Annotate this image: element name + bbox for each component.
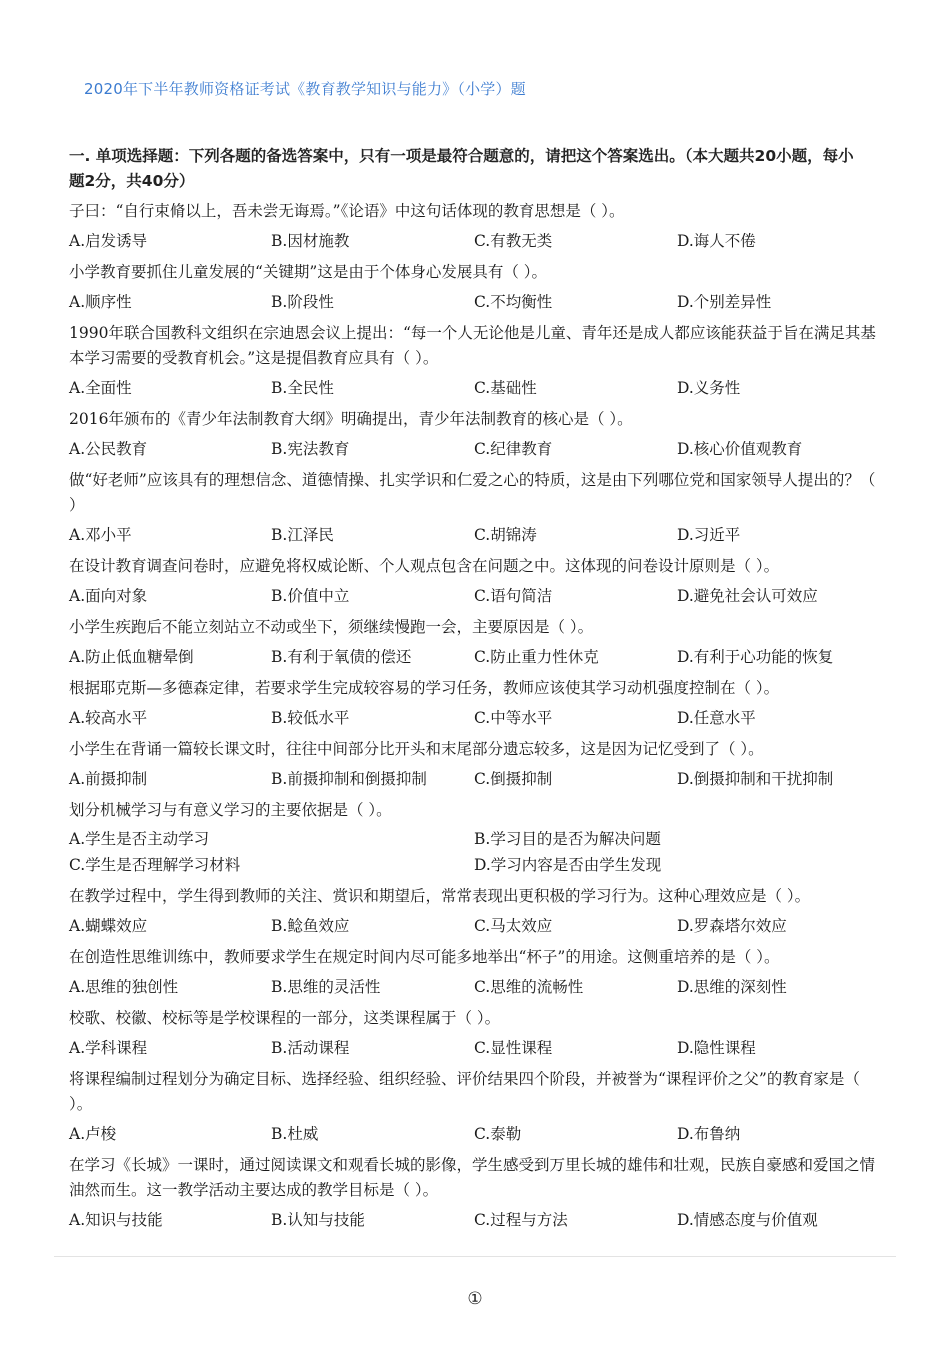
question-stem bbox=[0, 554, 881, 579]
option-d: D.思维的深刻性 bbox=[677, 978, 787, 996]
option-c: C.泰勒 bbox=[474, 1125, 522, 1143]
question-text: 子曰：“自行束脩以上，吾未尝无诲焉。”《论语》中这句话体现的教育思想是（ ）。 bbox=[69, 202, 625, 220]
option-d: D.个别差异性 bbox=[677, 293, 772, 311]
option-c: C.有教无类 bbox=[474, 232, 553, 250]
question-stem bbox=[0, 676, 881, 701]
option-a: A.蝴蝶效应 bbox=[69, 917, 148, 935]
option-d: D.义务性 bbox=[677, 379, 741, 397]
option-a: A.前摄抑制 bbox=[69, 770, 148, 788]
option-d: D.有利于心功能的恢复 bbox=[677, 648, 834, 666]
question-stem bbox=[0, 884, 881, 909]
option-c: C.马太效应 bbox=[474, 917, 553, 935]
question-text: 小学生在背诵一篇较长课文时，往往中间部分比开头和末尾部分遗忘较多，这是因为记忆受到了（ ）。 bbox=[69, 740, 764, 758]
option-c: C.胡锦涛 bbox=[474, 526, 537, 544]
question-item bbox=[0, 554, 950, 609]
option-d: D.布鲁纳 bbox=[677, 1125, 741, 1143]
question-item bbox=[0, 945, 950, 1000]
question-stem bbox=[0, 1006, 881, 1031]
question-item bbox=[0, 615, 950, 670]
option-a: A.学生是否主动学习 bbox=[69, 830, 210, 848]
answer-options bbox=[0, 645, 950, 670]
option-a: A.邓小平 bbox=[69, 526, 132, 544]
answer-options bbox=[0, 584, 950, 609]
question-item bbox=[0, 407, 950, 462]
answer-options bbox=[0, 767, 950, 792]
option-b: B.杜威 bbox=[271, 1125, 319, 1143]
option-a: A.全面性 bbox=[69, 379, 132, 397]
answer-options bbox=[0, 376, 950, 401]
question-text: 做“好老师”应该具有的理想信念、道德情操、扎实学识和仁爱之心的特质，这是由下列哪位党和国家领导人提出的？（ ） bbox=[69, 471, 876, 514]
answer-options bbox=[0, 975, 950, 1000]
question-text: 在创造性思维训练中，教师要求学生在规定时间内尽可能多地举出“杯子”的用途。这侧重培养的是（ ）。 bbox=[69, 948, 780, 966]
option-d: D.倒摄抑制和干扰抑制 bbox=[677, 770, 834, 788]
answer-options bbox=[0, 290, 950, 315]
question-text: 1990年联合国教科文组织在宗迪恩会议上提出：“每一个人无论他是儿童、青年还是成人都应该能获益于旨在满足其基本学习需要的受教育机会。”这是提倡教育应具有（ ）。 bbox=[69, 324, 876, 367]
question-stem bbox=[0, 945, 881, 970]
option-b: B.全民性 bbox=[271, 379, 334, 397]
option-c: C.过程与方法 bbox=[474, 1211, 568, 1229]
option-c: C.显性课程 bbox=[474, 1039, 553, 1057]
option-b: B.认知与技能 bbox=[271, 1211, 365, 1229]
question-item bbox=[0, 1006, 950, 1061]
answer-options bbox=[0, 914, 950, 939]
option-c: C.不均衡性 bbox=[474, 293, 553, 311]
question-text: 划分机械学习与有意义学习的主要依据是（ ）。 bbox=[69, 801, 392, 819]
option-a: A.知识与技能 bbox=[69, 1211, 163, 1229]
option-b: B.鲶鱼效应 bbox=[271, 917, 350, 935]
question-stem bbox=[0, 199, 881, 224]
option-b: B.活动课程 bbox=[271, 1039, 350, 1057]
question-item bbox=[0, 260, 950, 315]
option-d: D.情感态度与价值观 bbox=[677, 1211, 818, 1229]
option-b: B.有利于氧债的偿还 bbox=[271, 648, 412, 666]
answer-options bbox=[0, 523, 950, 548]
answer-options bbox=[0, 437, 950, 462]
question-text: 在设计教育调查问卷时，应避免将权威论断、个人观点包含在问题之中。这体现的问卷设计原则是（ ）。 bbox=[69, 557, 780, 575]
option-b: B.宪法教育 bbox=[271, 440, 350, 458]
question-item bbox=[0, 676, 950, 731]
option-a: A.启发诱导 bbox=[69, 232, 148, 250]
option-d: D.避免社会认可效应 bbox=[677, 587, 818, 605]
option-a: A.较高水平 bbox=[69, 709, 148, 727]
question-text: 校歌、校徽、校标等是学校课程的一部分，这类课程属于（ ）。 bbox=[69, 1009, 501, 1027]
answer-options bbox=[0, 1036, 950, 1061]
option-a: A.学科课程 bbox=[69, 1039, 148, 1057]
question-text: 在教学过程中，学生得到教师的关注、赏识和期望后，常常表现出更积极的学习行为。这种心理效应是（ ）。 bbox=[69, 887, 811, 905]
page-number: ① bbox=[467, 1289, 483, 1309]
question-item bbox=[0, 468, 950, 548]
option-d: D.学习内容是否由学生发现 bbox=[474, 856, 662, 874]
question-stem bbox=[0, 260, 881, 285]
option-a: A.卢梭 bbox=[69, 1125, 117, 1143]
option-c: C.学生是否理解学习材料 bbox=[69, 856, 241, 874]
question-stem bbox=[0, 468, 881, 518]
option-d: D.习近平 bbox=[677, 526, 741, 544]
option-b: B.较低水平 bbox=[271, 709, 350, 727]
answer-options bbox=[0, 1122, 950, 1147]
option-b: B.前摄抑制和倒摄抑制 bbox=[271, 770, 427, 788]
answer-options bbox=[0, 826, 950, 878]
option-c: C.中等水平 bbox=[474, 709, 553, 727]
question-item bbox=[0, 884, 950, 939]
option-c: C.思维的流畅性 bbox=[474, 978, 584, 996]
answer-options bbox=[0, 229, 950, 254]
option-b: B.因材施教 bbox=[271, 232, 350, 250]
option-a: A.思维的独创性 bbox=[69, 978, 179, 996]
option-c: C.基础性 bbox=[474, 379, 537, 397]
question-item bbox=[0, 798, 950, 878]
option-d: D.诲人不倦 bbox=[677, 232, 756, 250]
option-b: B.阶段性 bbox=[271, 293, 334, 311]
option-d: D.核心价值观教育 bbox=[677, 440, 803, 458]
option-c: C.纪律教育 bbox=[474, 440, 553, 458]
question-stem bbox=[0, 321, 881, 371]
question-stem bbox=[0, 407, 881, 432]
question-text: 将课程编制过程划分为确定目标、选择经验、组织经验、评价结果四个阶段，并被誉为“课程评价之父”的教育家是（ ）。 bbox=[69, 1070, 860, 1113]
question-item bbox=[0, 199, 950, 254]
question-text: 在学习《长城》一课时，通过阅读课文和观看长城的影像，学生感受到万里长城的雄伟和壮观，民族自豪感和爱国之情油然而生。这一教学活动主要达成的教学目标是（ ）。 bbox=[69, 1156, 876, 1199]
option-a: A.防止低血糖晕倒 bbox=[69, 648, 194, 666]
footer-divider bbox=[54, 1256, 896, 1257]
exam-title: 2020年下半年教师资格证考试《教育教学知识与能力》（小学）题 bbox=[84, 80, 526, 98]
option-d: D.罗森塔尔效应 bbox=[677, 917, 787, 935]
question-stem bbox=[0, 615, 881, 640]
question-text: 2016年颁布的《青少年法制教育大纲》明确提出，青少年法制教育的核心是（ ）。 bbox=[69, 410, 633, 428]
option-b: B.价值中立 bbox=[271, 587, 350, 605]
option-b: B.学习目的是否为解决问题 bbox=[474, 830, 661, 848]
question-stem bbox=[0, 1067, 881, 1117]
option-c: C.防止重力性休克 bbox=[474, 648, 599, 666]
option-d: D.隐性课程 bbox=[677, 1039, 756, 1057]
option-b: B.江泽民 bbox=[271, 526, 334, 544]
question-text: 小学教育要抓住儿童发展的“关键期”这是由于个体身心发展具有（ ）。 bbox=[69, 263, 548, 281]
answer-options bbox=[0, 1208, 950, 1233]
section-heading: 一. 单项选择题：下列各题的备选答案中，只有一项是最符合题意的，请把这个答案选出。（本大题共20小题，每小题2分，共40分） bbox=[69, 147, 854, 190]
question-text: 根据耶克斯—多德森定律，若要求学生完成较容易的学习任务，教师应该使其学习动机强度控制在（ ）。 bbox=[69, 679, 780, 697]
question-item bbox=[0, 321, 950, 401]
option-d: D.任意水平 bbox=[677, 709, 756, 727]
option-a: A.公民教育 bbox=[69, 440, 148, 458]
question-item bbox=[0, 1067, 950, 1147]
question-stem bbox=[0, 1153, 881, 1203]
answer-options bbox=[0, 706, 950, 731]
question-stem bbox=[0, 737, 881, 762]
question-stem bbox=[0, 798, 881, 823]
question-item bbox=[0, 737, 950, 792]
option-c: C.倒摄抑制 bbox=[474, 770, 553, 788]
option-a: A.面向对象 bbox=[69, 587, 148, 605]
question-text: 小学生疾跑后不能立刻站立不动或坐下，须继续慢跑一会，主要原因是（ ）。 bbox=[69, 618, 594, 636]
option-c: C.语句简洁 bbox=[474, 587, 553, 605]
option-b: B.思维的灵活性 bbox=[271, 978, 381, 996]
option-a: A.顺序性 bbox=[69, 293, 132, 311]
question-list bbox=[0, 199, 950, 1239]
question-item bbox=[0, 1153, 950, 1233]
